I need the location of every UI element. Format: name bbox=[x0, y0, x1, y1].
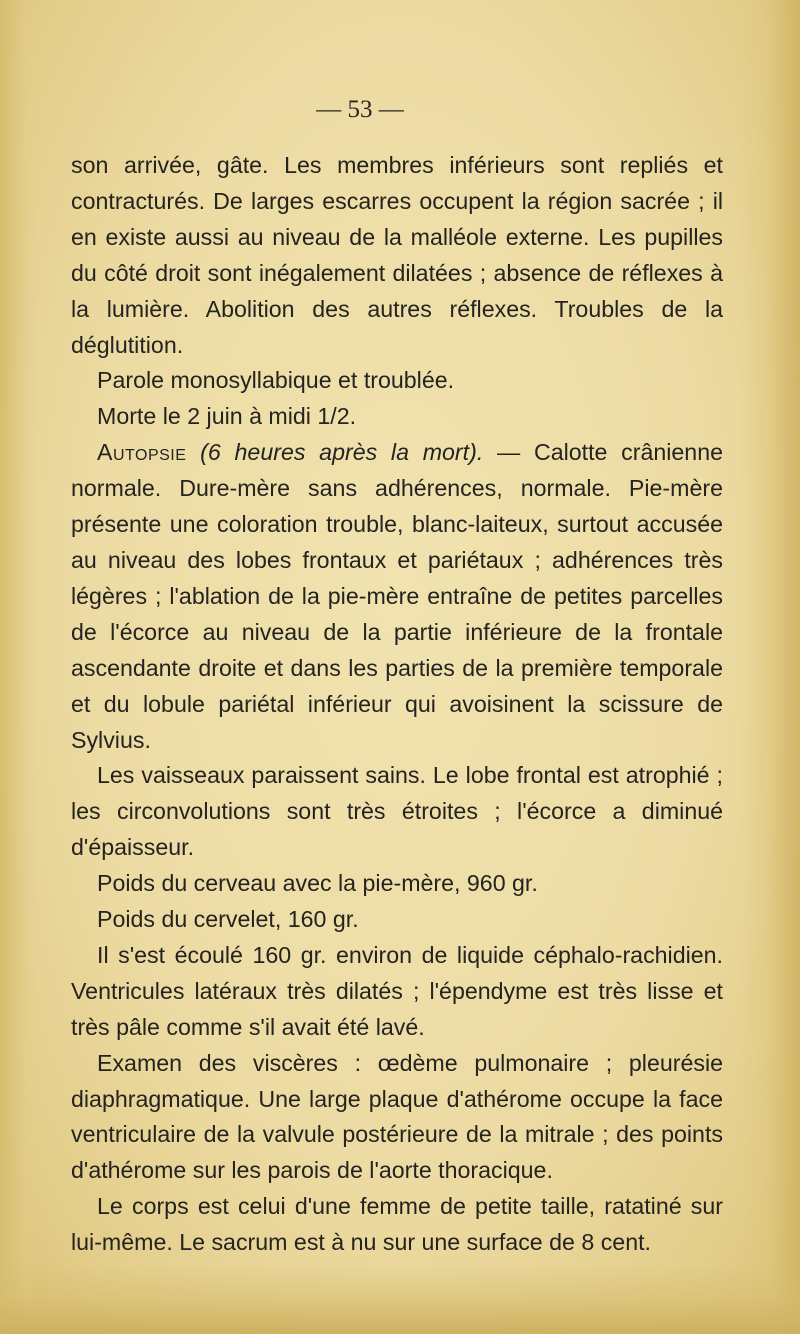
paragraph: Examen des viscères : œdème pulmonaire ; pleurésie diaphragmatique. Une large plaque d'athérome occupe la face ventriculaire de la valvule postérieure de la mitrale ; des points d'athérome sur les parois de l'aorte thoracique. bbox=[71, 1049, 723, 1184]
paragraph: Il s'est écoulé 160 gr. environ de liquide céphalo-rachidien. Ventricules latéraux très dilatés ; l'épendyme est très lisse et très pâle comme s'il avait été lavé. bbox=[71, 941, 723, 1040]
paragraph: Les vaisseaux paraissent sains. Le lobe frontal est atrophié ; les circonvolutions sont très étroites ; l'écorce a diminué d'épaisseur. bbox=[71, 762, 723, 861]
paragraph: Poids du cervelet, 160 gr. bbox=[97, 906, 359, 933]
paragraph-body: — Calotte crânienne normale. Dure-mère sans adhérences, normale. Pie-mère présente une coloration trouble, blanc-laiteux, surtout accusée au niveau des lobes frontaux et pariétaux ; adhérences très légères ; l'ablation de la pie-mère entraîne de petites parcelles de l'écorce au niveau de la partie inférieure de la frontale ascendante droite et dans les parties de la première temporale et du lobule pariétal inférieur qui avoisinent la scissure de Sylvius. bbox=[71, 439, 723, 753]
body-text bbox=[71, 148, 723, 1261]
paragraph: son arrivée, gâte. Les membres inférieurs sont repliés et contracturés. De larges escarres occupent la région sacrée ; il en existe aussi au niveau de la malléole externe. Les pupilles du côté droit sont inégalement dilatées ; absence de réflexes à la lumière. Abolition des autres réflexes. Troubles de la déglutition. bbox=[71, 152, 723, 358]
page-shadow-left bbox=[0, 0, 38, 1334]
paragraph-autopsie bbox=[71, 435, 723, 758]
page-number: — 53 — bbox=[316, 96, 404, 123]
section-lead: Autopsie bbox=[97, 439, 187, 466]
page-shadow-right bbox=[740, 0, 800, 1334]
section-lead-note: (6 heures après la mort). bbox=[200, 439, 484, 466]
paragraph: Morte le 2 juin à midi 1/2. bbox=[97, 403, 357, 430]
page-shadow-bottom bbox=[0, 1264, 800, 1334]
paragraph: Poids du cerveau avec la pie-mère, 960 gr. bbox=[97, 870, 538, 897]
paragraph: Parole monosyllabique et troublée. bbox=[97, 367, 455, 394]
paragraph: Le corps est celui d'une femme de petite taille, ratatiné sur lui-même. Le sacrum est à nu sur une surface de 8 cent. bbox=[71, 1193, 723, 1256]
